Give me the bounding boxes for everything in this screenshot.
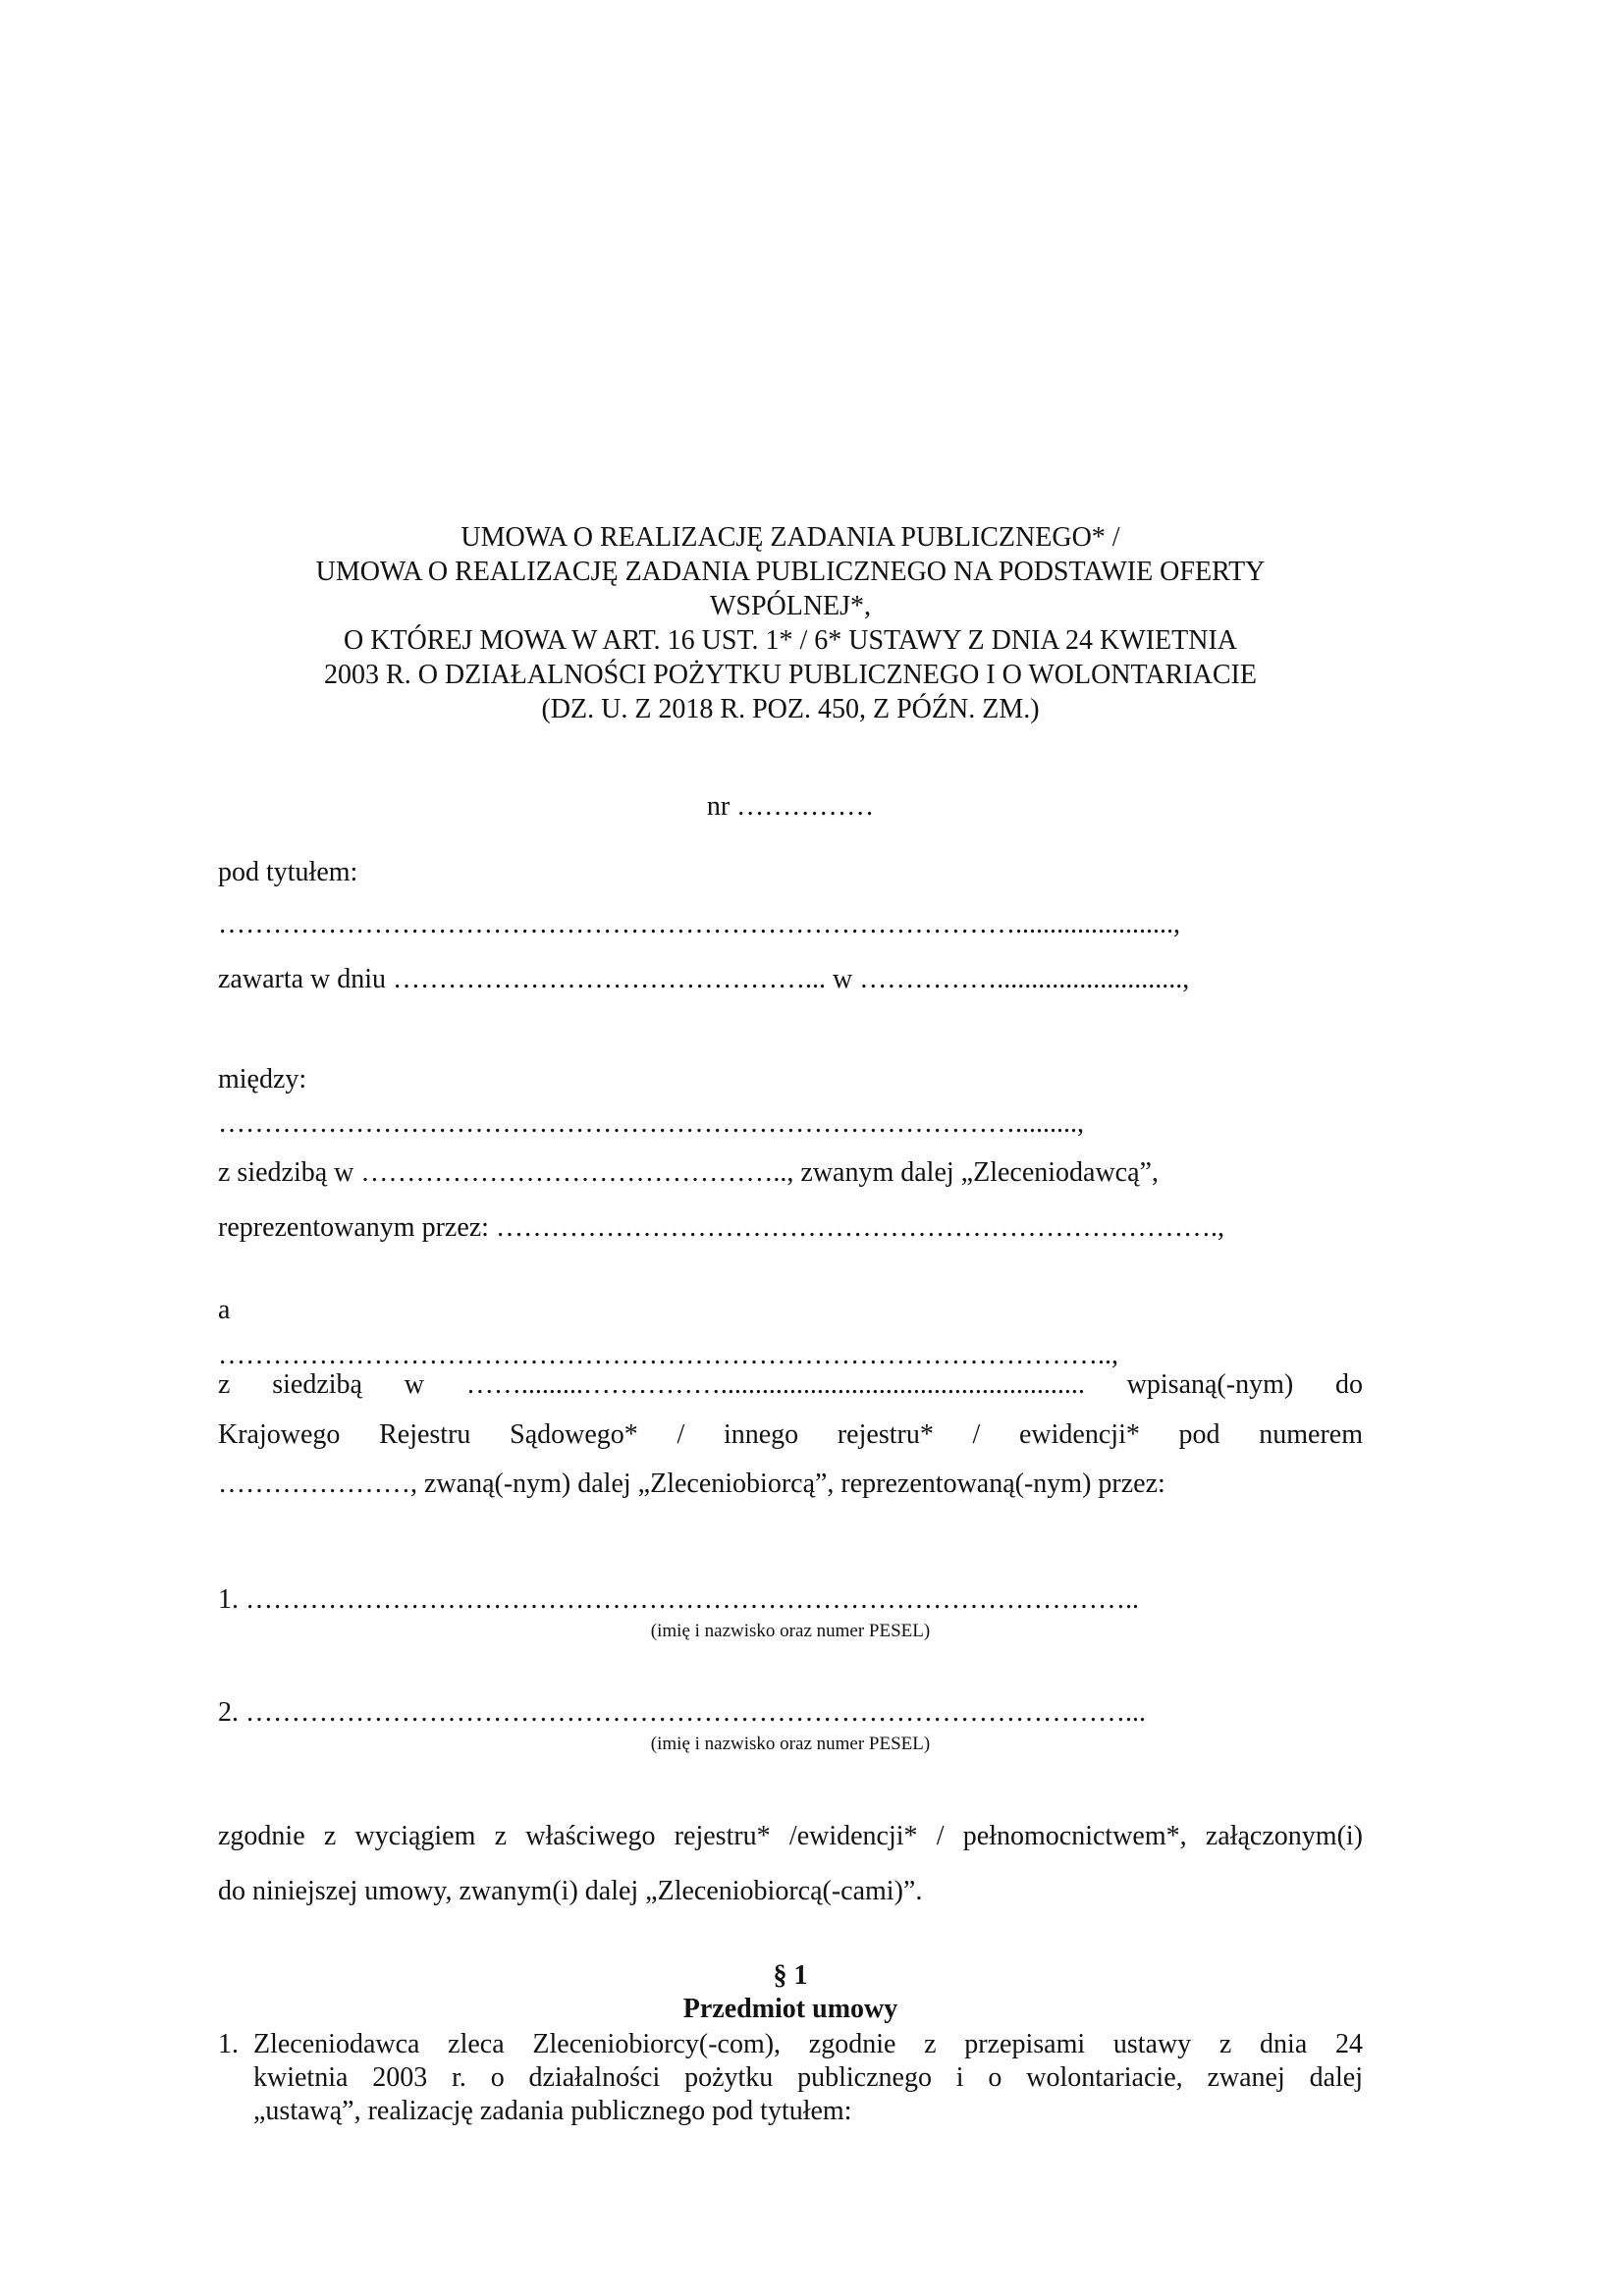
title-line: 2003 R. O DZIAŁALNOŚCI POŻYTKU PUBLICZNEGO I O WOLONTARIACIE — [324, 660, 1257, 690]
title-line: (DZ. U. Z 2018 R. POZ. 450, Z PÓŹN. ZM.) — [541, 694, 1040, 724]
title-line: UMOWA O REALIZACJĘ ZADANIA PUBLICZNEGO* / — [460, 522, 1120, 553]
register-line: Krajowego Rejestru Sądowego* / innego rejestru* / ewidencji* pod numerem — [218, 1419, 1363, 1450]
contractor-blank-line: …………………………………………………………………………………….., — [218, 1340, 1118, 1370]
principal-blank-line: ……………………………………………………………………………........., — [218, 1108, 1084, 1139]
representative-1-caption: (imię i nazwisko oraz numer PESEL) — [650, 1621, 931, 1641]
registry-line-2: do niniejszej umowy, zwanym(i) dalej „Zleceniobiorcą(-cami)”. — [218, 1876, 923, 1906]
representative-2-line: 2. ……………………………………………………………………………………... — [218, 1697, 1146, 1728]
item-line: „ustawą”, realizację zadania publicznego pod tytułem: — [253, 2096, 852, 2126]
title-blank-line: ……………………………………………………………………………......................., — [218, 909, 1180, 939]
between-label: między: — [218, 1064, 307, 1095]
title-label: pod tytułem: — [218, 857, 358, 887]
section-heading: Przedmiot umowy — [682, 1994, 898, 2024]
principal-seat-line: z siedzibą w ……………………………………….., zwanym dalej „Zleceniodawcą”, — [218, 1157, 1159, 1188]
registry-line-1: zgodnie z wyciągiem z właściwego rejestru* /ewidencji* / pełnomocnictwem*, załączonym(i) — [218, 1821, 1363, 1851]
title-line: O KTÓREJ MOWA W ART. 16 UST. 1* / 6* USTAWY Z DNIA 24 KWIETNIA — [344, 625, 1237, 656]
item-line: kwietnia 2003 r. o działalności pożytku publicznego i o wolontariacie, zwanej dalej — [253, 2062, 1363, 2093]
represented-by-line: reprezentowanym przez: ……………………………………………………………………., — [218, 1212, 1224, 1243]
concluded-date-place-line: zawarta w dniu ………………………………………... w ……………..........................., — [218, 964, 1190, 994]
section-number: § 1 — [773, 1960, 808, 1991]
contractor-seat-line: z siedzibą w …….........……………..................................................... wpisaną(-nym) do — [218, 1369, 1363, 1400]
contractor-named-line: …………………, zwaną(-nym) dalej „Zleceniobiorcą”, reprezentowaną(-nym) przez: — [218, 1468, 1165, 1499]
title-line: UMOWA O REALIZACJĘ ZADANIA PUBLICZNEGO NA PODSTAWIE OFERTY — [315, 557, 1266, 587]
item-number: 1. — [218, 2029, 239, 2059]
agreement-number: nr …………… — [706, 791, 875, 822]
representative-2-caption: (imię i nazwisko oraz numer PESEL) — [650, 1734, 931, 1754]
representative-1-line: 1. …………………………………………………………………………………….. — [218, 1584, 1139, 1615]
agreement-title — [196, 520, 1384, 726]
title-line: WSPÓLNEJ*, — [709, 591, 872, 621]
and-label: a — [218, 1295, 231, 1325]
item-line: Zleceniodawca zleca Zleceniobiorcy(-com), zgodnie z przepisami ustawy z dnia 24 — [253, 2029, 1363, 2059]
